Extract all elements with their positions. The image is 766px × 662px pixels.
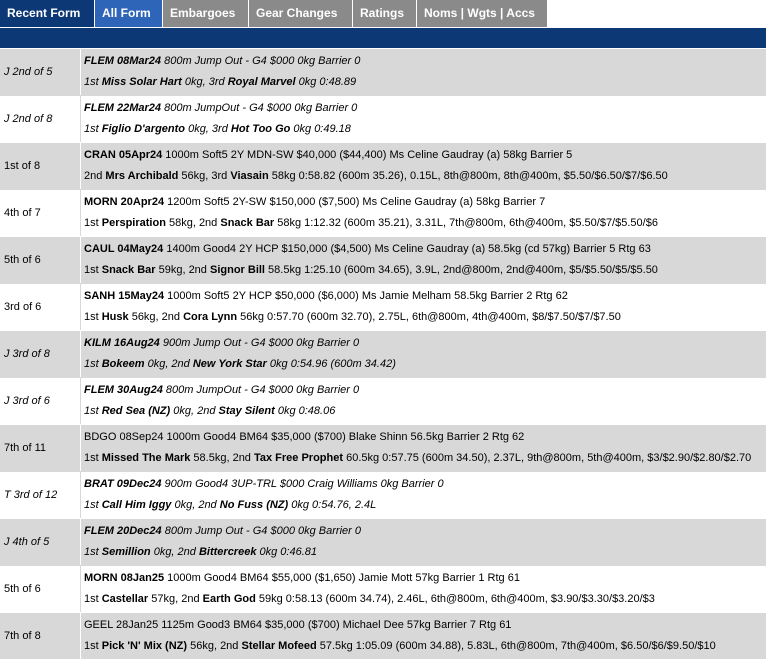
form-text: 800m Jump Out - G4 $000 0kg Barrier 0 xyxy=(161,525,361,537)
form-row xyxy=(0,330,766,377)
horse-or-meeting-name: Semillion xyxy=(101,546,151,558)
horse-or-meeting-name: KILM 16Aug24 xyxy=(84,337,160,349)
column-divider xyxy=(80,331,81,377)
form-text: 1125m Good3 BM64 $35,000 ($700) Michael Dee 57kg Barrier 7 Rtg 61 xyxy=(158,619,512,631)
finish-position: J 3rd of 6 xyxy=(4,395,50,407)
form-text: 0kg, 2nd xyxy=(170,405,219,417)
form-row xyxy=(0,48,766,95)
horse-or-meeting-name: SANH 15May24 xyxy=(84,290,165,302)
race-details xyxy=(84,525,361,537)
form-text: 56kg, 3rd xyxy=(178,170,231,182)
horse-or-meeting-name: Bokeem xyxy=(101,358,145,370)
horse-or-meeting-name: FLEM 08Mar24 xyxy=(84,55,162,67)
form-text: 1000m Soft5 2Y MDN-SW $40,000 ($44,400) Ms Celine Gaudray (a) 58kg Barrier 5 xyxy=(162,149,573,161)
form-text: GEEL 28Jan25 xyxy=(84,619,159,631)
horse-or-meeting-name: Signor Bill xyxy=(209,264,265,276)
form-text: 1000m Soft5 2Y HCP $50,000 ($6,000) Ms Jamie Melham 58.5kg Barrier 2 Rtg 62 xyxy=(164,290,568,302)
race-result xyxy=(84,405,335,417)
form-text: 800m JumpOut - G4 $000 0kg Barrier 0 xyxy=(162,384,360,396)
horse-or-meeting-name: Figlio D'argento xyxy=(101,123,186,135)
form-text: 1st xyxy=(84,358,102,370)
finish-position: 7th of 8 xyxy=(4,630,41,642)
form-text: 1st xyxy=(84,452,102,464)
horse-or-meeting-name: Cora Lynn xyxy=(183,311,238,323)
form-text: 1st xyxy=(84,546,102,558)
form-text: 60.5kg 0:57.75 (600m 34.50), 2.37L, 9th@800m, 5th@400m, $3/$2.90/$2.80/$2.70 xyxy=(343,452,752,464)
form-text: 1st xyxy=(84,264,102,276)
horse-or-meeting-name: FLEM 22Mar24 xyxy=(84,102,162,114)
column-divider xyxy=(80,472,81,518)
race-details xyxy=(84,243,651,255)
form-text: 0kg, 2nd xyxy=(144,358,193,370)
horse-or-meeting-name: Hot Too Go xyxy=(230,123,291,135)
race-result xyxy=(84,593,655,605)
finish-position: 4th of 7 xyxy=(4,207,41,219)
column-divider xyxy=(80,49,81,95)
form-text: 58.5kg, 2nd xyxy=(190,452,254,464)
form-list xyxy=(0,48,766,659)
form-text: 59kg 0:58.13 (600m 34.74), 2.46L, 6th@800m, 6th@400m, $3.90/$3.30/$3.20/$3 xyxy=(255,593,655,605)
horse-or-meeting-name: CAUL 04May24 xyxy=(84,243,164,255)
horse-or-meeting-name: Stay Silent xyxy=(218,405,275,417)
form-row xyxy=(0,142,766,189)
finish-position: J 3rd of 8 xyxy=(4,348,50,360)
horse-or-meeting-name: Husk xyxy=(101,311,129,323)
form-text: 56kg 0:57.70 (600m 32.70), 2.75L, 6th@800m, 4th@400m, $8/$7.50/$7/$7.50 xyxy=(237,311,621,323)
race-details xyxy=(84,431,524,443)
race-result xyxy=(84,499,376,511)
race-details xyxy=(84,337,359,349)
finish-position: J 2nd of 8 xyxy=(4,113,53,125)
form-text: 1st xyxy=(84,640,102,652)
form-row xyxy=(0,377,766,424)
horse-or-meeting-name: Pick 'N' Mix (NZ) xyxy=(101,640,188,652)
form-text: 900m Jump Out - G4 $000 0kg Barrier 0 xyxy=(159,337,360,349)
race-details xyxy=(84,149,572,161)
form-text: 57kg, 2nd xyxy=(148,593,203,605)
form-text: 1st xyxy=(84,217,102,229)
race-result xyxy=(84,546,317,558)
horse-or-meeting-name: CRAN 05Apr24 xyxy=(84,149,163,161)
form-text: 56kg, 2nd xyxy=(187,640,242,652)
form-text: 57.5kg 1:05.09 (600m 34.88), 5.83L, 6th@800m, 7th@400m, $6.50/$6/$9.50/$10 xyxy=(316,640,716,652)
horse-or-meeting-name: Call Him Iggy xyxy=(101,499,172,511)
form-row xyxy=(0,471,766,518)
column-divider xyxy=(80,425,81,471)
form-text: 58kg 0:58.82 (600m 35.26), 0.15L, 8th@800m, 8th@400m, $5.50/$6.50/$7/$6.50 xyxy=(268,170,668,182)
race-details xyxy=(84,478,444,490)
tab-noms-wgts-accs[interactable]: Noms | Wgts | Accs xyxy=(417,0,548,27)
form-tabs xyxy=(0,0,766,28)
column-divider xyxy=(80,378,81,424)
finish-position: J 4th of 5 xyxy=(4,536,50,548)
column-divider xyxy=(80,190,81,236)
column-divider xyxy=(80,566,81,612)
form-text: 2nd xyxy=(84,170,106,182)
tab-content-header-bar xyxy=(0,28,766,48)
form-text: 59kg, 2nd xyxy=(155,264,210,276)
horse-or-meeting-name: New York Star xyxy=(192,358,267,370)
form-text: 0kg, 2nd xyxy=(150,546,199,558)
form-text: 0kg 0:49.18 xyxy=(290,123,351,135)
form-row xyxy=(0,189,766,236)
form-text: 1400m Good4 2Y HCP $150,000 ($4,500) Ms Celine Gaudray (a) 58.5kg (cd 57kg) Barrier 5 Rtg 63 xyxy=(163,243,651,255)
horse-or-meeting-name: MORN 20Apr24 xyxy=(84,196,165,208)
horse-or-meeting-name: Viasain xyxy=(230,170,269,182)
finish-position: 1st of 8 xyxy=(4,160,41,172)
form-text: 0kg 0:48.06 xyxy=(274,405,336,417)
form-row xyxy=(0,612,766,659)
form-text: 0kg 0:54.96 (600m 34.42) xyxy=(266,358,396,370)
race-result xyxy=(84,311,621,323)
form-text: 0kg, 3rd xyxy=(181,76,228,88)
race-result xyxy=(84,76,356,88)
horse-or-meeting-name: FLEM 30Aug24 xyxy=(84,384,163,396)
race-details xyxy=(84,572,520,584)
race-result xyxy=(84,640,716,652)
column-divider xyxy=(80,96,81,142)
form-row xyxy=(0,95,766,142)
race-result xyxy=(84,217,658,229)
form-text: 0kg 0:48.89 xyxy=(295,76,357,88)
form-row xyxy=(0,283,766,330)
form-text: 0kg, 2nd xyxy=(171,499,220,511)
race-result xyxy=(84,452,751,464)
finish-position: J 2nd of 5 xyxy=(4,66,53,78)
finish-position: T 3rd of 12 xyxy=(4,489,58,501)
form-text: 800m Jump Out - G4 $000 0kg Barrier 0 xyxy=(161,55,361,67)
form-text: 1000m Good4 BM64 $35,000 ($700) Blake Shinn 56.5kg Barrier 2 Rtg 62 xyxy=(163,431,525,443)
form-text: 1st xyxy=(84,593,102,605)
horse-or-meeting-name: Perspiration xyxy=(101,217,166,229)
tab-ratings[interactable]: Ratings xyxy=(353,0,417,27)
form-text: 1200m Soft5 2Y-SW $150,000 ($7,500) Ms Celine Gaudray (a) 58kg Barrier 7 xyxy=(164,196,546,208)
form-text: 1st xyxy=(84,76,102,88)
race-details xyxy=(84,196,545,208)
horse-or-meeting-name: Stellar Mofeed xyxy=(241,640,317,652)
column-divider xyxy=(80,613,81,659)
form-text: 1000m Good4 BM64 $55,000 ($1,650) Jamie Mott 57kg Barrier 1 Rtg 61 xyxy=(164,572,520,584)
horse-or-meeting-name: Castellar xyxy=(101,593,149,605)
race-details xyxy=(84,384,359,396)
horse-or-meeting-name: Earth God xyxy=(202,593,256,605)
finish-position: 3rd of 6 xyxy=(4,301,42,313)
form-text: 0kg 0:54.76, 2.4L xyxy=(288,499,377,511)
horse-or-meeting-name: FLEM 20Dec24 xyxy=(84,525,162,537)
form-row xyxy=(0,424,766,471)
form-text: 56kg, 2nd xyxy=(128,311,184,323)
column-divider xyxy=(80,237,81,283)
horse-or-meeting-name: Bittercreek xyxy=(198,546,257,558)
horse-or-meeting-name: Red Sea (NZ) xyxy=(101,405,171,417)
horse-or-meeting-name: Snack Bar xyxy=(101,264,156,276)
tab-recent-form[interactable]: Recent Form xyxy=(0,0,95,27)
form-text: 800m JumpOut - G4 $000 0kg Barrier 0 xyxy=(161,102,358,114)
horse-or-meeting-name: No Fuss (NZ) xyxy=(219,499,289,511)
race-details xyxy=(84,619,511,631)
form-text: 900m Good4 3UP-TRL $000 Craig Williams 0kg Barrier 0 xyxy=(161,478,444,490)
form-text: 1st xyxy=(84,405,102,417)
form-text: 0kg, 3rd xyxy=(185,123,231,135)
column-divider xyxy=(80,143,81,189)
tab-all-form[interactable]: All Form xyxy=(95,0,163,27)
race-details xyxy=(84,55,360,67)
column-divider xyxy=(80,284,81,330)
horse-or-meeting-name: Mrs Archibald xyxy=(105,170,179,182)
form-row xyxy=(0,565,766,612)
form-text: 58.5kg 1:25.10 (600m 34.65), 3.9L, 2nd@800m, 2nd@400m, $5/$5.50/$5/$5.50 xyxy=(264,264,658,276)
race-details xyxy=(84,290,568,302)
form-text: 58kg, 2nd xyxy=(165,217,221,229)
form-text: 1st xyxy=(84,311,102,323)
horse-or-meeting-name: MORN 08Jan25 xyxy=(84,572,165,584)
form-text: BDGO 08Sep24 xyxy=(84,431,164,443)
horse-or-meeting-name: Tax Free Prophet xyxy=(253,452,344,464)
finish-position: 5th of 6 xyxy=(4,254,41,266)
form-text: 58kg 1:12.32 (600m 35.21), 3.31L, 7th@800m, 6th@400m, $5.50/$7/$5.50/$6 xyxy=(274,217,658,229)
finish-position: 5th of 6 xyxy=(4,583,41,595)
horse-or-meeting-name: Royal Marvel xyxy=(227,76,296,88)
horse-or-meeting-name: Snack Bar xyxy=(220,217,275,229)
race-result xyxy=(84,264,658,276)
column-divider xyxy=(80,519,81,565)
race-details xyxy=(84,102,357,114)
form-text: 1st xyxy=(84,123,102,135)
form-row xyxy=(0,518,766,565)
tab-gear-changes[interactable]: Gear Changes xyxy=(249,0,353,27)
tab-embargoes[interactable]: Embargoes xyxy=(163,0,249,27)
finish-position: 7th of 11 xyxy=(4,442,46,454)
race-result xyxy=(84,123,351,135)
form-row xyxy=(0,236,766,283)
horse-or-meeting-name: Miss Solar Hart xyxy=(101,76,182,88)
form-text: 1st xyxy=(84,499,102,511)
race-result xyxy=(84,358,396,370)
race-result xyxy=(84,170,668,182)
horse-or-meeting-name: Missed The Mark xyxy=(101,452,191,464)
form-text: 0kg 0:46.81 xyxy=(256,546,318,558)
horse-or-meeting-name: BRAT 09Dec24 xyxy=(84,478,162,490)
